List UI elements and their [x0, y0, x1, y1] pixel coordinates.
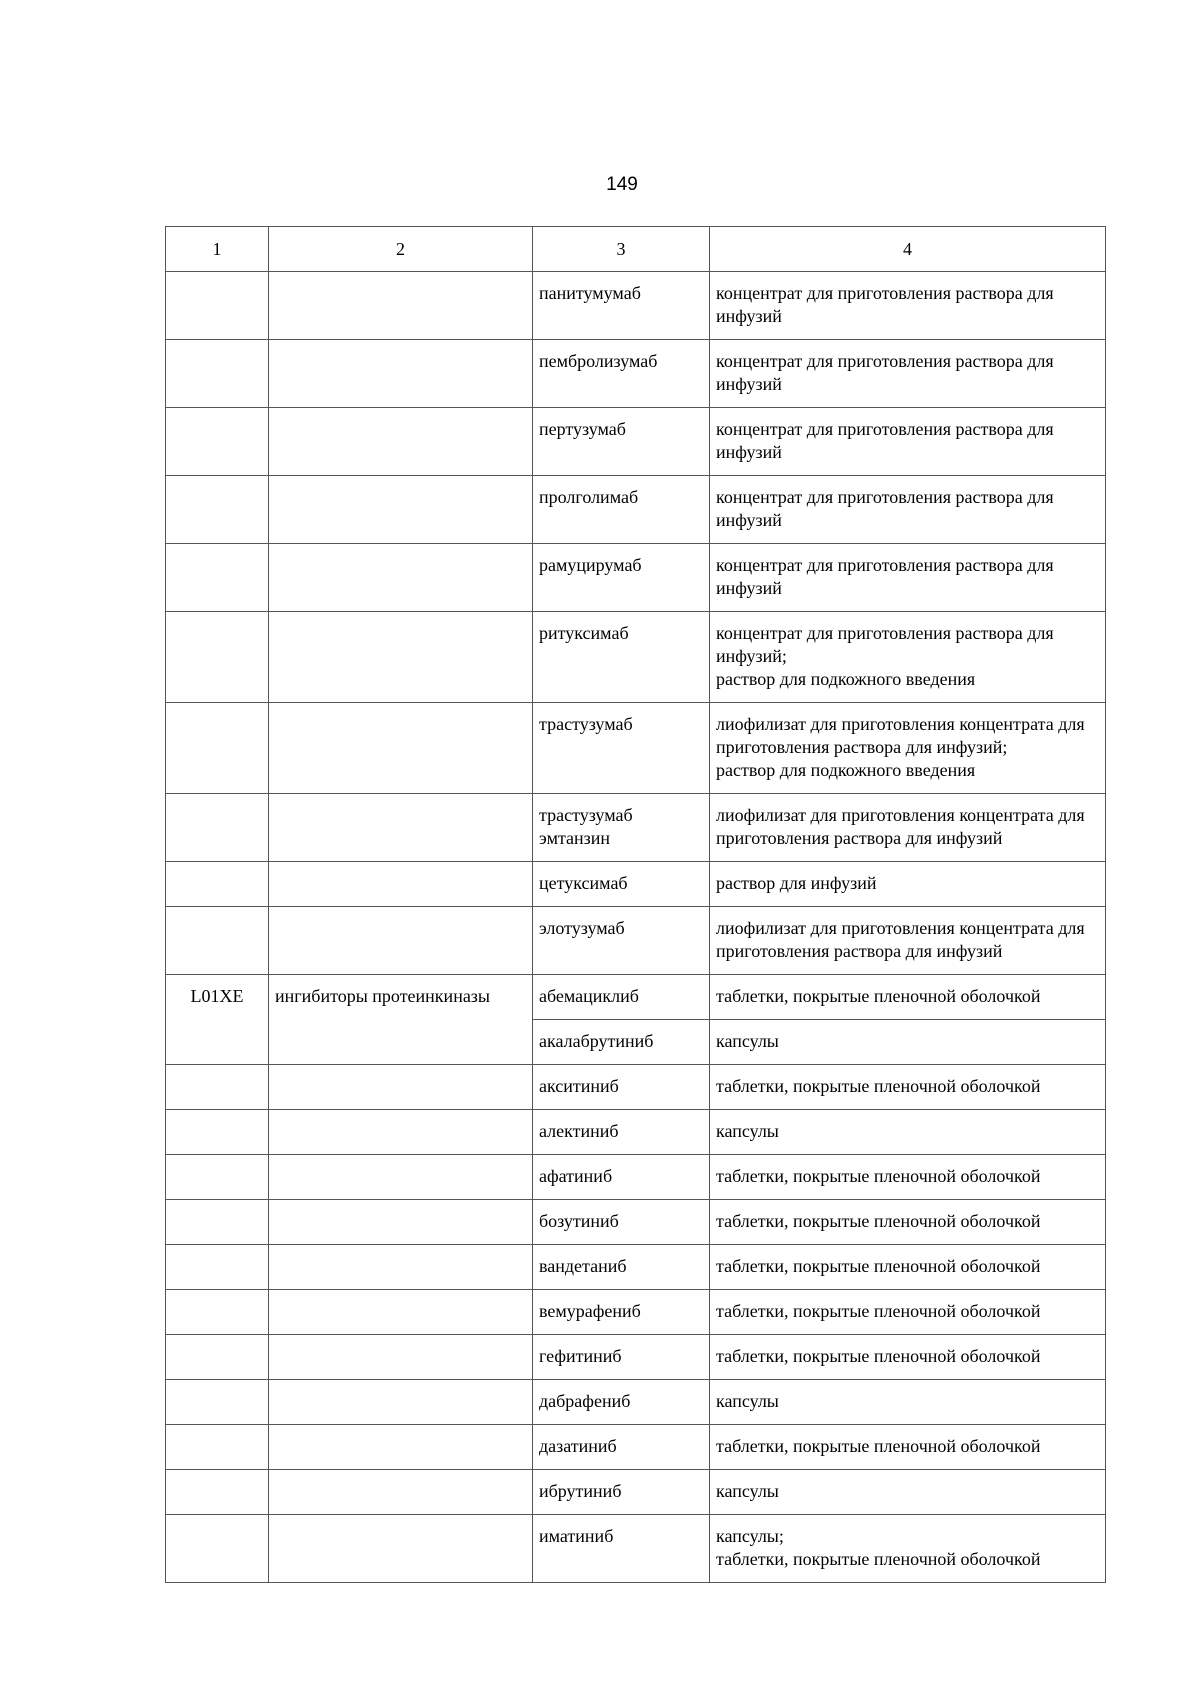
atc-code-cell — [166, 340, 269, 408]
dosage-form-cell — [710, 1110, 1106, 1155]
group-cell — [269, 272, 533, 340]
atc-code-cell — [166, 1200, 269, 1245]
dosage-form-cell — [710, 1200, 1106, 1245]
table-row — [166, 544, 1106, 612]
dosage-form-cell — [710, 1515, 1106, 1583]
dosage-form-line: раствор для подкожного введения — [716, 669, 976, 689]
dosage-form-line: капсулы — [716, 1121, 779, 1141]
table-row — [166, 1470, 1106, 1515]
drug-name-cell: акалабрутиниб — [533, 1020, 710, 1065]
drug-name-cell: цетуксимаб — [533, 862, 710, 907]
drug-name-cell: дазатиниб — [533, 1425, 710, 1470]
atc-code-cell — [166, 1110, 269, 1155]
table-row — [166, 1290, 1106, 1335]
dosage-form-line: концентрат для приготовления раствора для инфузий — [716, 555, 1054, 598]
dosage-form-cell — [710, 1065, 1106, 1110]
dosage-form-cell — [710, 340, 1106, 408]
group-cell — [269, 408, 533, 476]
table-row — [166, 1515, 1106, 1583]
page-number: 149 — [606, 174, 638, 195]
dosage-form-line: таблетки, покрытые пленочной оболочкой — [716, 1346, 1041, 1366]
drug-name-cell: афатиниб — [533, 1155, 710, 1200]
dosage-form-line: концентрат для приготовления раствора для инфузий — [716, 351, 1054, 394]
dosage-form-line: концентрат для приготовления раствора для инфузий; — [716, 623, 1054, 666]
drug-name-cell: гефитиниб — [533, 1335, 710, 1380]
table-row — [166, 975, 1106, 1020]
atc-code-cell — [166, 408, 269, 476]
table-header-row — [166, 227, 1106, 272]
dosage-form-line: таблетки, покрытые пленочной оболочкой — [716, 1549, 1041, 1569]
dosage-form-line: таблетки, покрытые пленочной оболочкой — [716, 1301, 1041, 1321]
group-cell — [269, 1155, 533, 1200]
atc-code-cell — [166, 612, 269, 703]
dosage-form-line: таблетки, покрытые пленочной оболочкой — [716, 1076, 1041, 1096]
dosage-form-line: лиофилизат для приготовления концентрата для приготовления раствора для инфузий — [716, 805, 1085, 848]
drug-name-cell: вандетаниб — [533, 1245, 710, 1290]
dosage-form-cell — [710, 1020, 1106, 1065]
dosage-form-line: капсулы — [716, 1481, 779, 1501]
group-cell — [269, 1245, 533, 1290]
table-row — [166, 1155, 1106, 1200]
dosage-form-line: таблетки, покрытые пленочной оболочкой — [716, 986, 1041, 1006]
drug-name-cell: трастузумаб — [533, 703, 710, 794]
table-row — [166, 703, 1106, 794]
atc-code-cell — [166, 1515, 269, 1583]
table-row — [166, 1065, 1106, 1110]
dosage-form-line: таблетки, покрытые пленочной оболочкой — [716, 1436, 1041, 1456]
drug-name-cell: бозутиниб — [533, 1200, 710, 1245]
atc-code-cell — [166, 544, 269, 612]
atc-code-cell — [166, 1380, 269, 1425]
dosage-form-line: раствор для инфузий — [716, 873, 877, 893]
dosage-form-line: таблетки, покрытые пленочной оболочкой — [716, 1256, 1041, 1276]
group-cell — [269, 907, 533, 975]
dosage-form-line: таблетки, покрытые пленочной оболочкой — [716, 1166, 1041, 1186]
header-cell-2: 2 — [269, 227, 533, 272]
dosage-form-line: концентрат для приготовления раствора для инфузий — [716, 487, 1054, 530]
table-row — [166, 1245, 1106, 1290]
dosage-form-cell — [710, 476, 1106, 544]
dosage-form-cell — [710, 1380, 1106, 1425]
dosage-form-cell — [710, 612, 1106, 703]
header-cell-3: 3 — [533, 227, 710, 272]
dosage-form-cell — [710, 1335, 1106, 1380]
table-row — [166, 1380, 1106, 1425]
table-row — [166, 1425, 1106, 1470]
group-cell — [269, 1110, 533, 1155]
header-cell-4: 4 — [710, 227, 1106, 272]
table-row — [166, 1335, 1106, 1380]
atc-code-cell: L01XE — [166, 975, 269, 1065]
dosage-form-line: лиофилизат для приготовления концентрата для приготовления раствора для инфузий; — [716, 714, 1085, 757]
atc-code-cell — [166, 1245, 269, 1290]
group-cell — [269, 1290, 533, 1335]
dosage-form-cell — [710, 544, 1106, 612]
drug-name-cell: абемациклиб — [533, 975, 710, 1020]
atc-code-cell — [166, 1425, 269, 1470]
group-cell — [269, 1380, 533, 1425]
table-row — [166, 272, 1106, 340]
dosage-form-line: капсулы — [716, 1031, 779, 1051]
group-cell — [269, 794, 533, 862]
group-cell — [269, 1200, 533, 1245]
dosage-form-cell — [710, 794, 1106, 862]
atc-code-cell — [166, 1335, 269, 1380]
dosage-form-cell — [710, 1425, 1106, 1470]
atc-code-cell — [166, 703, 269, 794]
dosage-form-cell — [710, 975, 1106, 1020]
group-cell — [269, 340, 533, 408]
drug-name-cell: трастузумаб эмтанзин — [533, 794, 710, 862]
dosage-form-cell — [710, 703, 1106, 794]
table-row — [166, 340, 1106, 408]
group-cell — [269, 1335, 533, 1380]
group-cell — [269, 1425, 533, 1470]
dosage-form-line: раствор для подкожного введения — [716, 760, 976, 780]
dosage-form-cell — [710, 1470, 1106, 1515]
dosage-form-cell — [710, 272, 1106, 340]
group-cell — [269, 1470, 533, 1515]
table-row — [166, 1200, 1106, 1245]
atc-code-cell — [166, 1290, 269, 1335]
dosage-form-line: капсулы; — [716, 1526, 784, 1546]
table-row — [166, 907, 1106, 975]
drug-name-cell: пембролизумаб — [533, 340, 710, 408]
drug-name-cell: ибрутиниб — [533, 1470, 710, 1515]
dosage-form-line: таблетки, покрытые пленочной оболочкой — [716, 1211, 1041, 1231]
drug-name-cell: иматиниб — [533, 1515, 710, 1583]
drug-name-cell: ритуксимаб — [533, 612, 710, 703]
atc-code-cell — [166, 907, 269, 975]
drug-name-cell: пролголимаб — [533, 476, 710, 544]
group-cell — [269, 703, 533, 794]
atc-code-cell — [166, 1155, 269, 1200]
dosage-form-cell — [710, 907, 1106, 975]
dosage-form-line: капсулы — [716, 1391, 779, 1411]
dosage-form-line: концентрат для приготовления раствора для инфузий — [716, 419, 1054, 462]
group-cell: ингибиторы протеинкиназы — [269, 975, 533, 1065]
dosage-form-cell — [710, 408, 1106, 476]
dosage-form-cell — [710, 862, 1106, 907]
group-cell — [269, 862, 533, 907]
dosage-form-line: концентрат для приготовления раствора для инфузий — [716, 283, 1054, 326]
dosage-form-cell — [710, 1245, 1106, 1290]
table-row — [166, 1110, 1106, 1155]
drug-name-cell: дабрафениб — [533, 1380, 710, 1425]
atc-code-cell — [166, 862, 269, 907]
drug-name-cell: элотузумаб — [533, 907, 710, 975]
table-row — [166, 612, 1106, 703]
drug-table — [165, 226, 1106, 1583]
drug-name-cell: панитумумаб — [533, 272, 710, 340]
atc-code-cell — [166, 794, 269, 862]
atc-code-cell — [166, 476, 269, 544]
drug-name-cell: рамуцирумаб — [533, 544, 710, 612]
group-cell — [269, 612, 533, 703]
group-cell — [269, 544, 533, 612]
dosage-form-cell — [710, 1155, 1106, 1200]
atc-code-cell — [166, 1065, 269, 1110]
header-cell-1: 1 — [166, 227, 269, 272]
dosage-form-cell — [710, 1290, 1106, 1335]
table-row — [166, 476, 1106, 544]
group-cell — [269, 1065, 533, 1110]
dosage-form-line: лиофилизат для приготовления концентрата для приготовления раствора для инфузий — [716, 918, 1085, 961]
table-row — [166, 408, 1106, 476]
atc-code-cell — [166, 1470, 269, 1515]
group-cell — [269, 1515, 533, 1583]
table-row — [166, 794, 1106, 862]
drug-name-cell: пертузумаб — [533, 408, 710, 476]
atc-code-cell — [166, 272, 269, 340]
drug-name-cell: алектиниб — [533, 1110, 710, 1155]
drug-name-cell: акситиниб — [533, 1065, 710, 1110]
drug-name-cell: вемурафениб — [533, 1290, 710, 1335]
table-row — [166, 862, 1106, 907]
group-cell — [269, 476, 533, 544]
